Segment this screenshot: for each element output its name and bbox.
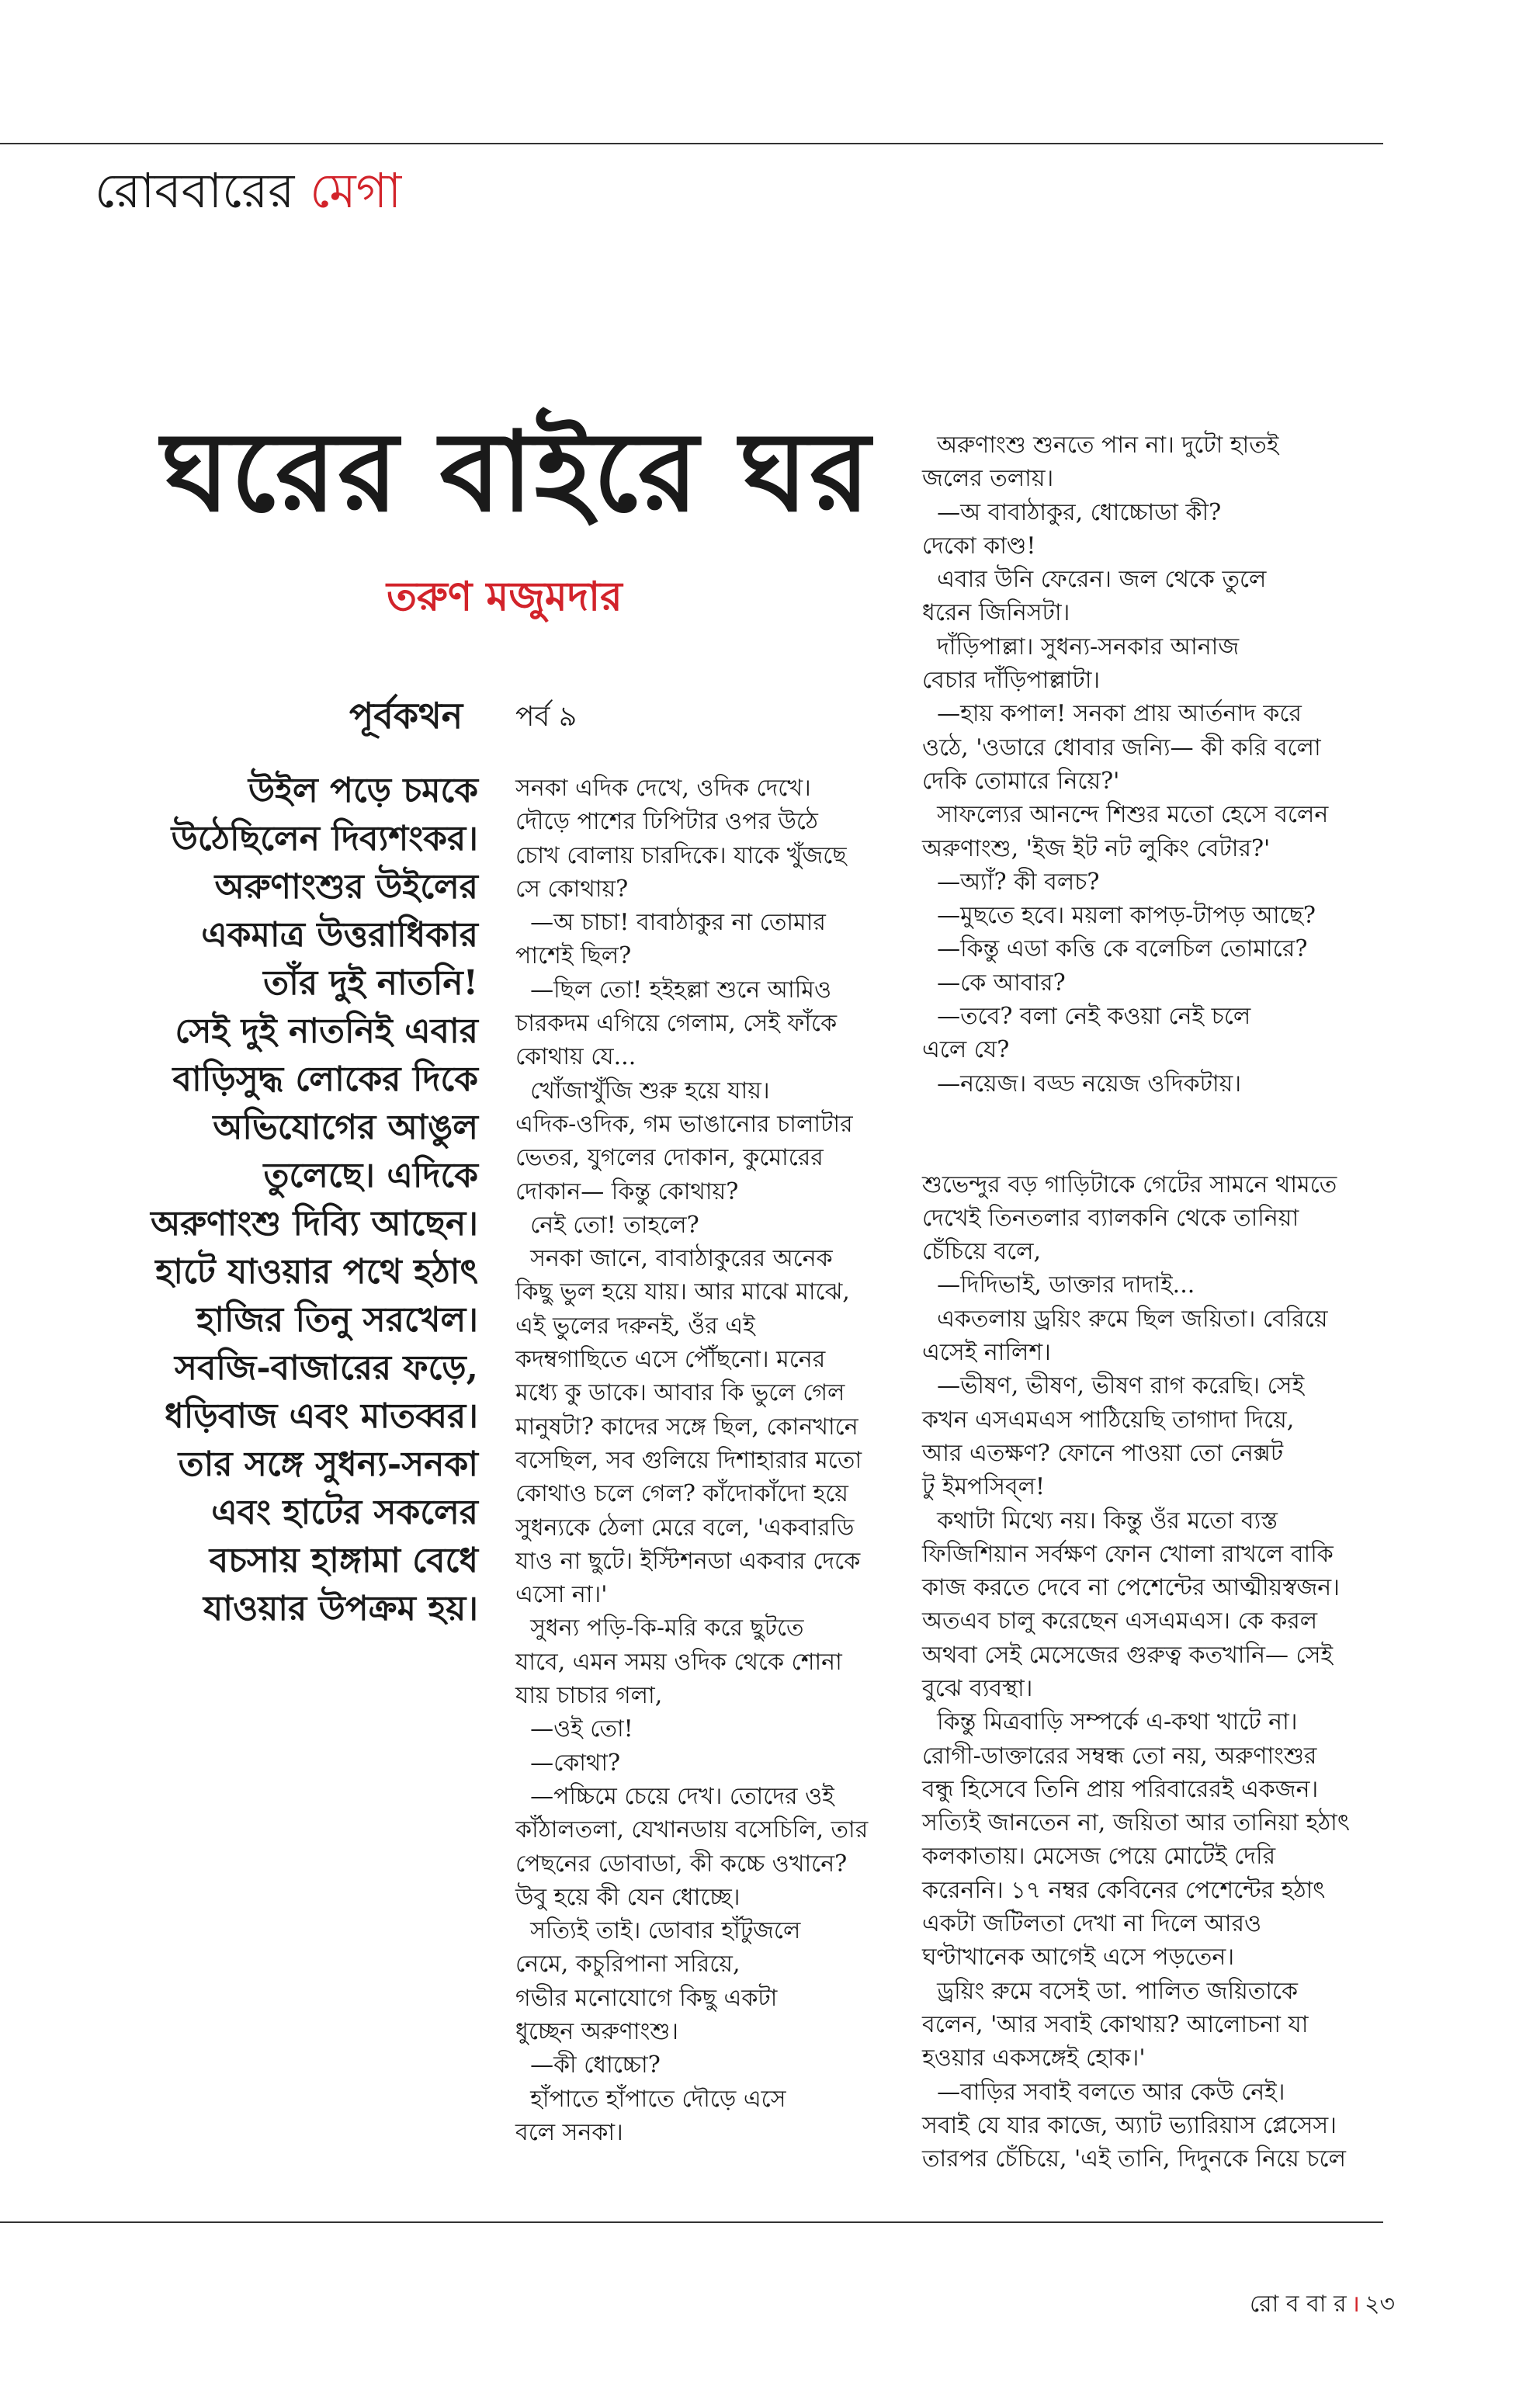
text-line: —কে আবার? [922, 969, 1066, 997]
synopsis-line: ধড়িবাজ এবং মাতব্বর। [165, 1396, 478, 1436]
text-line: জলের তলায়। [922, 465, 1054, 493]
text-line: ফিজিশিয়ান সর্বক্ষণ ফোন খোলা রাখলে বাকি [922, 1540, 1334, 1568]
text-line: ড্রয়িং রুমে বসেই ডা. পালিত জয়িতাকে [922, 1977, 1299, 2005]
episode-label: পর্ব ৯ [515, 701, 578, 733]
text-line: —তবে? বলা নেই কওয়া নেই চলে [922, 1003, 1251, 1031]
text-line: —অ বাবাঠাকুর, ধোচ্চোডা কী? [922, 498, 1222, 526]
text-line: যায় চাচার গলা, [515, 1682, 663, 1710]
text-line: কোথাও চলে গেল? কাঁদোকাঁদো হয়ে [515, 1480, 848, 1508]
text-line: রোগী-ডাক্তারের সম্বন্ধ তো নয়, অরুণাংশুর [922, 1742, 1317, 1770]
text-line: বুঝে ব্যবস্থা। [922, 1674, 1033, 1702]
synopsis-line: বচসায় হাঙ্গামা বেধে [209, 1541, 478, 1580]
text-line: —ওই তো! [515, 1715, 633, 1743]
text-line: বন্ধু হিসেবে তিনি প্রায় পরিবারেরই একজন। [922, 1775, 1319, 1803]
text-line: এদিক-ওদিক, গম ভাঙানোর চালাটার [515, 1110, 853, 1138]
synopsis-line: তাঁর দুই নাতনি! [263, 963, 478, 1003]
text-line: চেঁচিয়ে বলে, [922, 1238, 1042, 1266]
text-line: ভেতর, যুগলের দোকান, কুমোরের [515, 1144, 824, 1172]
text-line: বসেছিল, সব গুলিয়ে দিশাহারার মতো [515, 1446, 862, 1474]
text-line: হওয়ার একসঙ্গেই হোক।' [922, 2044, 1146, 2072]
text-line: —বাড়ির সবাই বলতে আর কেউ নেই। [922, 2078, 1285, 2106]
synopsis-line: অভিযোগের আঙুল [213, 1108, 478, 1147]
text-line: সত্যিই জানতেন না, জয়িতা আর তানিয়া হঠাৎ [922, 1809, 1350, 1837]
text-line: নেমে, কচুরিপানা সরিয়ে, [515, 1951, 741, 1979]
text-line: কখন এসএমএস পাঠিয়েছি তাগাদা দিয়ে, [922, 1406, 1295, 1434]
synopsis-line: হাজির তিনু সরখেল। [196, 1300, 478, 1340]
preface-label: পূর্বকথন [349, 695, 463, 737]
text-line: দৌড়ে পাশের ঢিপিটার ওপর উঠে [515, 808, 818, 836]
text-line: কথাটা মিথ্যে নয়। কিন্তু ওঁর মতো ব্যস্ত [922, 1507, 1278, 1535]
text-line: করেননি। ১৭ নম্বর কেবিনের পেশেন্টের হঠাৎ [922, 1876, 1326, 1904]
text-line: —নয়েজ। বড্ড নয়েজ ওদিকটায়। [922, 1070, 1242, 1098]
text-line: —কী ধোচ্চো? [515, 2051, 661, 2079]
text-column-right [922, 428, 1350, 2176]
text-line: খোঁজাখুঁজি শুরু হয়ে যায়। [515, 1077, 770, 1105]
text-line: —ভীষণ, ভীষণ, ভীষণ রাগ করেছি। সেই [922, 1372, 1305, 1400]
text-line: সে কোথায়? [515, 875, 629, 903]
text-line: ধরেন জিনিসটা। [922, 599, 1070, 627]
text-line: অতএব চালু করেছেন এসএমএস। কে করল [922, 1607, 1318, 1635]
text-line: এসো না।' [515, 1581, 608, 1609]
synopsis-line: এবং হাটের সকলের [211, 1493, 478, 1532]
text-line: এই ভুলের দরুনই, ওঁর এই [515, 1312, 755, 1340]
text-line: কদম্বগাছিতে এসে পৌঁছনো। মনের [515, 1346, 826, 1374]
text-line: —হায় কপাল! সনকা প্রায় আর্তনাদ করে [922, 700, 1302, 728]
text-line: সুধন্যকে ঠেলা মেরে বলে, 'একবারডি [515, 1514, 855, 1542]
text-line: আর এতক্ষণ? ফোনে পাওয়া তো নেক্সট [922, 1439, 1284, 1467]
text-line [922, 1134, 1350, 1167]
text-line: —মুছতে হবে। ময়লা কাপড়-টাপড় আছে? [922, 902, 1316, 930]
text-column-middle [515, 772, 868, 2149]
text-line: দেকি তোমারে নিয়ে?' [922, 767, 1120, 795]
article-title: ঘরের বাইরে ঘর [161, 408, 872, 536]
text-line: সনকা এদিক দেখে, ওদিক দেখে। [515, 775, 811, 802]
text-line: অরুণাংশু, 'ইজ ইট নট লুকিং বেটার?' [922, 834, 1271, 862]
text-line: দোকান— কিন্তু কোথায়? [515, 1177, 739, 1205]
text-line: শুভেন্দুর বড় গাড়িটাকে গেটের সামনে থামতে [922, 1170, 1337, 1198]
text-line: যাও না ছুটে। ইস্টিশনডা একবার দেকে [515, 1547, 861, 1575]
text-line: টু ইমপসিব্‌ল! [922, 1473, 1046, 1501]
text-line: মধ্যে কু ডাকে। আবার কি ভুলে গেল [515, 1379, 845, 1407]
text-line: কাজ করতে দেবে না পেশেন্টের আত্মীয়স্বজন। [922, 1574, 1340, 1602]
text-line: মানুষটা? কাদের সঙ্গে ছিল, কোনখানে [515, 1413, 858, 1441]
synopsis-line: তুলেছে। এদিকে [263, 1156, 478, 1195]
text-line: চারকদম এগিয়ে গেলাম, সেই ফাঁকে [515, 1010, 838, 1038]
synopsis-line: সেই দুই নাতনিই এবার [175, 1011, 478, 1051]
text-line: কিছু ভুল হয়ে যায়। আর মাঝে মাঝে, [515, 1278, 850, 1306]
text-line: সত্যিই তাই। ডোবার হাঁটুজলে [515, 1917, 801, 1945]
text-line: এলে যে? [922, 1036, 1010, 1064]
text-line: —পচ্চিমে চেয়ে দেখ। তোদের ওই [515, 1782, 834, 1810]
text-line: ধুচ্ছেন অরুণাংশু। [515, 2017, 679, 2045]
text-line: —কিন্তু এডা কত্তি কে বলেচিল তোমারে? [922, 935, 1308, 963]
page-footer [1250, 2285, 1395, 2325]
text-line: কিন্তু মিত্রবাড়ি সম্পর্কে এ-কথা খাটে না। [922, 1708, 1298, 1736]
synopsis [85, 767, 478, 1633]
top-rule [0, 143, 1383, 144]
text-line: যাবে, এমন সময় ওদিক থেকে শোনা [515, 1648, 842, 1676]
text-line: তারপর চেঁচিয়ে, 'এই তানি, দিদুনকে নিয়ে চলে [922, 2145, 1346, 2173]
synopsis-line: বাড়িসুদ্ধ লোকের দিকে [172, 1060, 478, 1099]
text-line: —অ্যাঁ? কী বলচ? [922, 868, 1100, 896]
text-line: সনকা জানে, বাবাঠাকুরের অনেক [515, 1245, 833, 1273]
synopsis-line: হাটে যাওয়ার পথে হঠাৎ [155, 1252, 478, 1292]
text-line: কলকাতায়। মেসেজ পেয়ে মোটেই দেরি [922, 1843, 1276, 1871]
text-line: গভীর মনোযোগে কিছু একটা [515, 1984, 778, 2012]
text-line: দাঁড়িপাল্লা। সুধন্য-সনকার আনাজ [922, 633, 1240, 661]
text-line: অরুণাংশু শুনতে পান না। দুটো হাতই [922, 432, 1279, 459]
text-line: সাফল্যের আনন্দে শিশুর মতো হেসে বলেন [922, 801, 1329, 829]
text-line: —কোথা? [515, 1749, 621, 1777]
section-header-black: রোববারের [95, 162, 295, 219]
footer-separator: । [1351, 2291, 1360, 2318]
text-line: বলেন, 'আর সবাই কোথায়? আলোচনা যা [922, 2010, 1309, 2038]
text-line: পেছনের ডোবাডা, কী কচ্চে ওখানে? [515, 1850, 848, 1878]
text-line: উবু হয়ে কী যেন ধোচ্ছে। [515, 1883, 741, 1911]
text-line: বেচার দাঁড়িপাল্লাটা। [922, 667, 1101, 695]
synopsis-line: উইল পড়ে চমকে [248, 771, 478, 810]
text-line: দেখেই তিনতলার ব্যালকনি থেকে তানিয়া [922, 1204, 1299, 1232]
text-line: একতলায় ড্রয়িং রুমে ছিল জয়িতা। বেরিয়ে [922, 1305, 1328, 1333]
section-header [95, 162, 402, 219]
text-line: এসেই নালিশ। [922, 1339, 1051, 1367]
text-line: দেকো কাণ্ড! [922, 532, 1036, 560]
text-line: চোখ বোলায় চারদিকে। যাকে খুঁজছে [515, 841, 847, 869]
text-line: কোথায় যে... [515, 1043, 636, 1071]
text-line: বলে সনকা। [515, 2118, 623, 2146]
text-line: —অ চাচা! বাবাঠাকুর না তোমার [515, 909, 826, 937]
text-line: নেই তো! তাহলে? [515, 1211, 699, 1239]
page-number: ২৩ [1364, 2291, 1395, 2318]
text-line: এবার উনি ফেরেন। জল থেকে তুলে [922, 566, 1267, 594]
author-name: তরুণ মজুমদার [387, 573, 623, 620]
synopsis-line: যাওয়ার উপক্রম হয়। [203, 1589, 478, 1628]
synopsis-line: সবজি-বাজারের ফড়ে, [174, 1348, 478, 1388]
text-line: পাশেই ছিল? [515, 942, 632, 970]
text-line [922, 1101, 1350, 1134]
text-line: ঘণ্টাখানেক আগেই এসে পড়তেন। [922, 1944, 1235, 1972]
text-line: কাঁঠালতলা, যেখানডায় বসেচিলি, তার [515, 1816, 869, 1844]
text-line: ওঠে, 'ওডারে ধোবার জন্যি— কী করি বলো [922, 734, 1321, 761]
text-line: সবাই যে যার কাজে, অ্যাট ভ্যারিয়াস প্লেসেস। [922, 2111, 1337, 2139]
text-line: হাঁপাতে হাঁপাতে দৌড়ে এসে [515, 2085, 786, 2113]
text-line: অথবা সেই মেসেজের গুরুত্ব কতখানি— সেই [922, 1641, 1334, 1669]
bottom-rule [0, 2221, 1383, 2223]
synopsis-line: তার সঙ্গে সুধন্য-সনকা [178, 1444, 478, 1484]
synopsis-line: অরুণাংশু দিব্যি আছেন। [151, 1204, 478, 1243]
synopsis-line: উঠেছিলেন দিব্যশংকর। [171, 819, 478, 858]
text-line: সুধন্য পড়ি-কি-মরি করে ছুটতে [515, 1614, 804, 1642]
synopsis-line: একমাত্র উত্তরাধিকার [201, 915, 478, 955]
section-header-red: মেগা [310, 162, 402, 219]
synopsis-line: অরুণাংশুর উইলের [214, 867, 478, 907]
text-line: একটা জটিলতা দেখা না দিলে আরও [922, 1910, 1262, 1938]
footer-magazine-name: রো ব বা র [1250, 2291, 1347, 2318]
text-line: —ছিল তো! হইহল্লা শুনে আমিও [515, 976, 832, 1004]
text-line: —দিদিভাই, ডাক্তার দাদাই... [922, 1271, 1195, 1299]
